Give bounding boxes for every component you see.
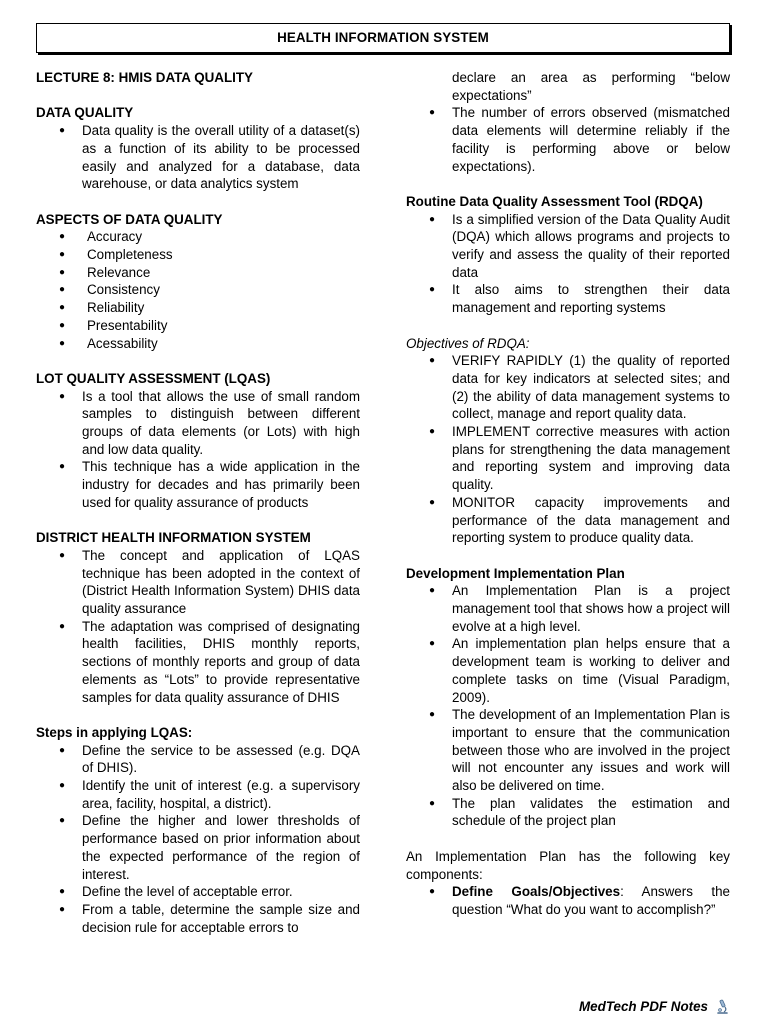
left-column	[36, 69, 360, 936]
components-list	[406, 883, 730, 918]
footer-brand-text: MedTech PDF Notes	[579, 999, 708, 1014]
steps-list-continued	[406, 104, 730, 175]
list-item: ● Relevance	[36, 264, 360, 282]
steps-heading: Steps in applying LQAS:	[36, 724, 193, 740]
aspects-list	[36, 228, 360, 352]
dhis-list	[36, 547, 360, 706]
list-item	[406, 883, 730, 918]
data-quality-heading: DATA QUALITY	[36, 105, 134, 121]
list-item: ● Acessability	[36, 335, 360, 353]
list-item: ● Define the service to be assessed (e.g. DQA of DHIS).	[36, 742, 360, 777]
list-item: ● Is a tool that allows the use of small random samples to distinguish between different groups of data elements (or Lots) with high and low data quality.	[36, 388, 360, 459]
list-item: ● The development of an Implementation Plan is important to ensure that the communication between those who are involved in the project will not encounter any issues and work will also be delivered on time.	[406, 706, 730, 795]
list-item: ● This technique has a wide application in the industry for decades and has primarily been used for quality assurance of products	[36, 458, 360, 511]
list-item: ● The number of errors observed (mismatched data elements will determine reliably if the facility is performing above or below expectations).	[406, 104, 730, 175]
page-title: HEALTH INFORMATION SYSTEM	[277, 30, 489, 46]
rdqa-heading: Routine Data Quality Assessment Tool (RDQA)	[406, 193, 703, 209]
lqas-list	[36, 388, 360, 512]
microscope-icon	[714, 999, 730, 1015]
list-item: ● IMPLEMENT corrective measures with action plans for strengthening the data management and reporting system and improving data quality.	[406, 423, 730, 494]
dip-heading: Development Implementation Plan	[406, 565, 625, 581]
dip-list	[406, 582, 730, 830]
list-item: ● Is a simplified version of the Data Quality Audit (DQA) which allows programs and projects to verify and assess the quality of their reported data	[406, 211, 730, 282]
aspects-heading: ASPECTS OF DATA QUALITY	[36, 211, 223, 227]
data-quality-list	[36, 122, 360, 193]
goals-text: : Answers the question “What do you want to accomplish?”	[452, 884, 730, 917]
list-item: ● It also aims to strengthen their data management and reporting systems	[406, 281, 730, 316]
right-column	[406, 69, 730, 919]
page-title-box	[36, 23, 730, 53]
list-item: ● MONITOR capacity improvements and performance of the data management and reporting system to produce quality data.	[406, 494, 730, 547]
list-item: ● From a table, determine the sample size and decision rule for acceptable errors to	[36, 901, 360, 936]
list-item: ● The concept and application of LQAS technique has been adopted in the context of (District Health Information System) DHIS data quality assurance	[36, 547, 360, 618]
rdqa-list	[406, 211, 730, 317]
list-item: ● Accuracy	[36, 228, 360, 246]
list-item: ● Identify the unit of interest (e.g. a supervisory area, facility, hospital, a district).	[36, 777, 360, 812]
list-item: ● Completeness	[36, 246, 360, 264]
list-item: ● The adaptation was comprised of designating health facilities, DHIS monthly reports, sections of monthly reports and group of data elements as “Lots” to provide representative samples for data quality assurance of DHIS	[36, 618, 360, 707]
objectives-heading: Objectives of RDQA:	[406, 335, 530, 351]
steps-list	[36, 742, 360, 937]
footer-brand	[579, 998, 730, 1016]
list-item: ● Define the level of acceptable error.	[36, 883, 360, 901]
list-item: ● Presentability	[36, 317, 360, 335]
lqas-heading: LOT QUALITY ASSESSMENT (LQAS)	[36, 370, 271, 386]
list-item: ● An implementation plan helps ensure that a development team is working to deliver and complete tasks on time (Visual Paradigm, 2009).	[406, 635, 730, 706]
goals-term: Define Goals/Objectives	[452, 884, 621, 900]
steps-continued-text: declare an area as performing “below expectations”	[452, 70, 730, 103]
list-item: ● Reliability	[36, 299, 360, 317]
list-item: ● Data quality is the overall utility of a dataset(s) as a function of its ability to be processed easily and analyzed for a database, data warehouse, or data analytics system	[36, 122, 360, 193]
dhis-heading: DISTRICT HEALTH INFORMATION SYSTEM	[36, 530, 311, 546]
list-item: ● Define the higher and lower thresholds of performance based on prior information about the expected performance of the region of interest.	[36, 812, 360, 883]
components-intro: An Implementation Plan has the following key components:	[406, 848, 730, 882]
list-item: ● An Implementation Plan is a project management tool that shows how a project will evolve at a high level.	[406, 582, 730, 635]
objectives-list	[406, 352, 730, 547]
lecture-title: LECTURE 8: HMIS DATA QUALITY	[36, 70, 253, 85]
list-item: ● VERIFY RAPIDLY (1) the quality of reported data for key indicators at selected sites; and (2) the ability of data management systems to collect, manage and report quality data.	[406, 352, 730, 423]
list-item: ● The plan validates the estimation and schedule of the project plan	[406, 795, 730, 830]
list-item: ● Consistency	[36, 281, 360, 299]
